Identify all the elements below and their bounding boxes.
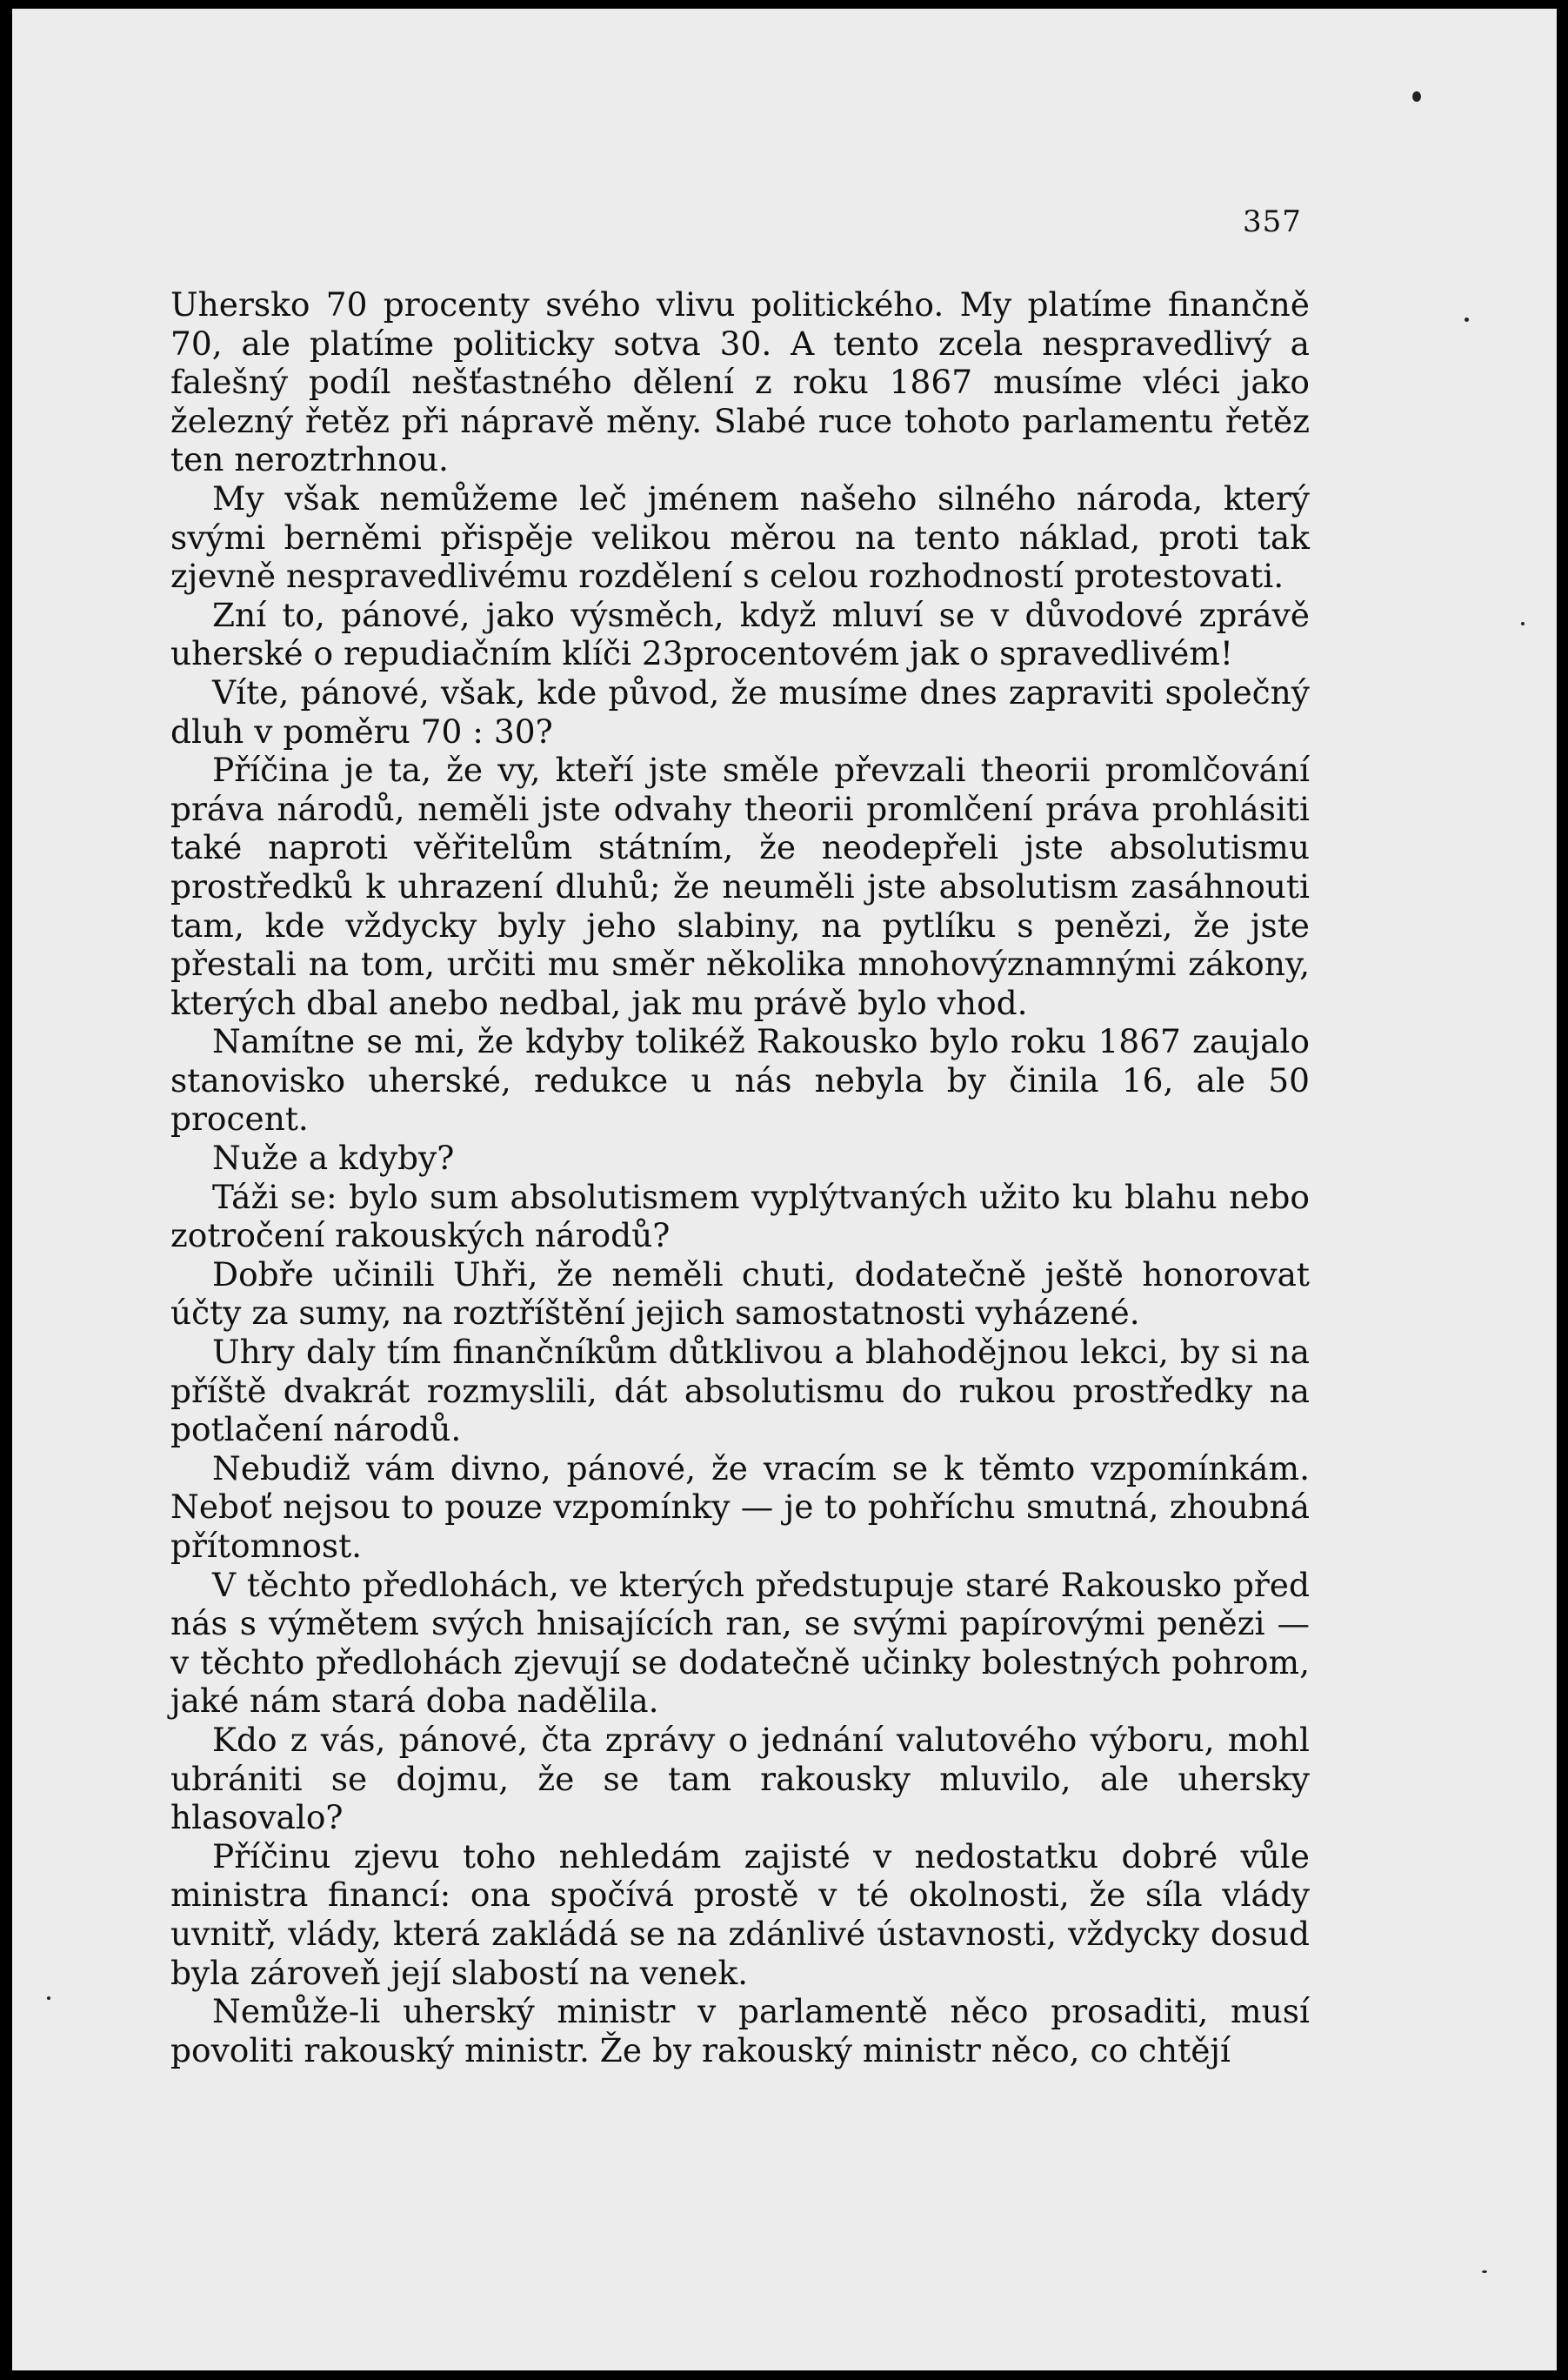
paragraph: Příčinu zjevu toho nehledám zajisté v nedostatku dobré vůle ministra financí: ona spočívá prostě v té okolnosti, že síla vlády uvnitř, vlády, která zakládá se na zdánlivé ústavnosti, vždycky dosud byla zároveň její slabostí na venek. (170, 1836, 1310, 1992)
paragraph: Víte, pánové, však, kde původ, že musíme dnes zapraviti společný dluh v poměru 70 : 30? (170, 672, 1310, 751)
paragraph: Táži se: bylo sum absolutismem vyplýtvaných užito ku blahu nebo zotročení rakouských národů? (170, 1177, 1310, 1255)
paragraph: Kdo z vás, pánové, čta zprávy o jednání valutového výboru, mohl ubrániti se dojmu, že se tam rakousky mluvilo, ale uhersky hlasovalo? (170, 1720, 1310, 1837)
paragraph: My však nemůžeme leč jménem našeho silného národa, který svými berněmi přispěje velikou měrou na tento náklad, proti tak zjevně nespravedlivému rozdělení s celou rozhodností protestovati. (170, 478, 1310, 596)
paragraph: V těchto předlohách, ve kterých předstupuje staré Rakousko před nás s výmětem svých hnisajících ran, se svými papírovými penězi — v těchto předlohách zjevují se dodatečně učinky bolestných pohrom, jaké nám stará doba nadělila. (170, 1565, 1310, 1721)
paragraph: Uhry daly tím finančníkům důtklivou a blahodějnou lekci, by si na příště dvakrát rozmyslili, dát absolutismu do rukou prostředky na potlačení národů. (170, 1333, 1310, 1449)
paragraph: Dobře učinili Uhři, že neměli chuti, dodatečně ještě honorovat účty za sumy, na roztříštění jejich samostatnosti vyházené. (170, 1254, 1310, 1333)
paragraph: Nemůže-li uherský ministr v parlamentě něco prosaditi, musí povoliti rakouský ministr. Že by rakouský ministr něco, co chtějí (170, 1992, 1310, 2069)
body-text (170, 285, 1310, 2069)
paragraph: Nuže a kdyby? (212, 1139, 455, 1178)
book-page (12, 9, 1557, 2370)
paragraph: Zní to, pánové, jako výsměch, když mluví se v důvodové zprávě uherské o repudiačním klíči 23procentovém jak o spravedlivém! (170, 595, 1310, 673)
paragraph: Příčina je ta, že vy, kteří jste směle převzali theorii promlčování práva národů, neměli jste odvahy theorii promlčení práva prohlásiti také naproti věřitelům státním, že neodepřeli jste absolutismu prostředků k uhrazení dluhů; že neuměli jste absolutism zasáhnouti tam, kde vždycky byly jeho slabiny, na pytlíku s penězi, že jste přestali na tom, určiti mu směr několika mnohovýznamnými zákony, kterých dbal anebo nedbal, jak mu právě bylo vhod. (170, 751, 1310, 1022)
paragraph: Namítne se mi, že kdyby tolikéž Rakousko bylo roku 1867 zaujalo stanovisko uherské, redukce u nás nebyla by činila 16, ale 50 procent. (170, 1022, 1310, 1139)
page-number: 357 (1243, 204, 1302, 239)
paragraph: Uhersko 70 procenty svého vlivu politického. My platíme finančně 70, ale platíme politicky sotva 30. A tento zcela nespravedlivý a falešný podíl nešťastného dělení z roku 1867 musíme vléci jako železný řetěz při nápravě měny. Slabé ruce tohoto parlamentu řetěz ten neroztrhnou. (170, 285, 1310, 479)
paragraph: Nebudiž vám divno, pánové, že vracím se k těmto vzpomínkám. Neboť nejsou to pouze vzpomínky — je to pohříchu smutná, zhoubná přítomnost. (170, 1448, 1310, 1565)
